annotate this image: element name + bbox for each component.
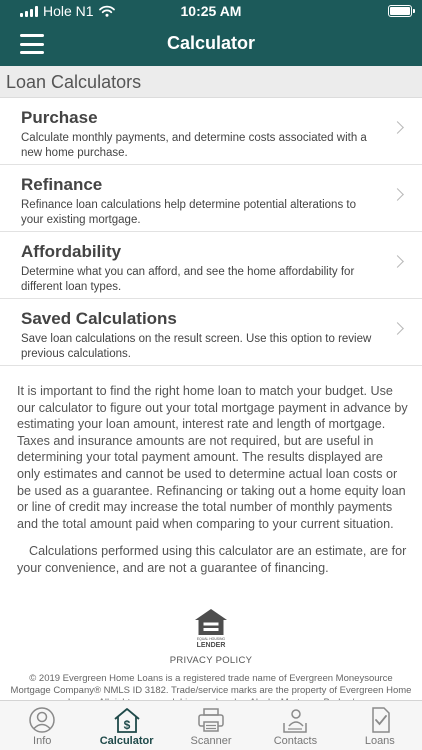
copyright-text: © 2019 Evergreen Home Loans is a registered trade name of Evergreen Moneysource Mortgage Company® NMLS ID 3182. Trade/service marks are the property of Evergreen Home [10, 673, 412, 696]
tab-bar [0, 700, 422, 750]
person-circle-icon [27, 706, 57, 734]
calculator-info-text: It is important to find the right home loan to match your budget. Use our calculator to figure out your total mortgage payment in advance by estimating your loan amount, interest rate and length of mortgage. Taxes and insurance amounts are not required, but are useful in determining your total payment amount. The results displayed are only estimates and cannot be used to determine actual loan costs or be used as a guarantee. Refinancing or taking out a home equity loan or line of credit may increase the total number of monthly payments and the total amount paid when comparing to your current situation. [17, 384, 408, 531]
calculator-item-saved-calculations[interactable] [0, 299, 422, 366]
carrier-name: Hole N1 [43, 3, 94, 19]
calculator-item-description: Refinance loan calculations help determine potential alterations to your existing mortgage. [21, 199, 356, 226]
chevron-right-icon [391, 121, 404, 134]
equal-housing-lender-logo [193, 608, 229, 648]
svg-text:$: $ [123, 718, 130, 732]
nav-bar [0, 24, 422, 66]
tab-contacts[interactable] [253, 701, 337, 750]
privacy-policy-link[interactable]: PRIVACY POLICY [169, 655, 253, 666]
calculator-list [0, 98, 422, 366]
calculator-item-title: Affordability [21, 242, 122, 261]
section-header [0, 66, 422, 98]
tab-label: Contacts [273, 735, 318, 747]
printer-scanner-icon [196, 706, 226, 734]
section-title: Loan Calculators [6, 72, 142, 92]
checklist-icon [365, 706, 395, 734]
calculator-item-purchase[interactable] [0, 98, 422, 165]
house-dollar-icon [112, 706, 142, 734]
calculator-item-title: Purchase [21, 108, 98, 127]
status-time: 10:25 AM [180, 3, 242, 19]
tab-scanner[interactable] [169, 701, 253, 750]
status-bar [0, 0, 422, 24]
tab-info[interactable] [0, 701, 84, 750]
contacts-icon [280, 706, 310, 734]
tab-calculator[interactable] [84, 701, 168, 750]
tab-label: Calculator [99, 735, 154, 747]
calculator-item-affordability[interactable] [0, 232, 422, 299]
tab-label: Loans [364, 735, 395, 747]
calculator-item-description: Calculate monthly payments, and determine costs associated with a new home purchase. [21, 132, 367, 159]
tab-loans[interactable] [338, 701, 422, 750]
logo-text-equal-housing: EQUAL HOUSING [196, 637, 226, 641]
calculator-item-description: Determine what you can afford, and see the home affordability for different loan types. [21, 266, 355, 293]
logo-text-lender: LENDER [196, 642, 226, 649]
tab-label: Scanner [190, 735, 232, 747]
chevron-right-icon [391, 255, 404, 268]
calculator-item-refinance[interactable] [0, 165, 422, 232]
tab-label: Info [33, 735, 52, 747]
calculator-item-title: Refinance [21, 175, 103, 194]
calculator-item-description: Save loan calculations on the result screen. Use this option to review previous calculations. [21, 333, 372, 360]
page-title: Calculator [166, 33, 256, 53]
calculator-disclaimer: Calculations performed using this calculator are an estimate, are for your convenience, and are not a guarantee of financing. [17, 544, 407, 575]
chevron-right-icon [391, 322, 404, 335]
top-bar [0, 0, 422, 66]
chevron-right-icon [391, 188, 404, 201]
battery-icon [388, 5, 412, 17]
calculator-item-title: Saved Calculations [21, 309, 177, 328]
